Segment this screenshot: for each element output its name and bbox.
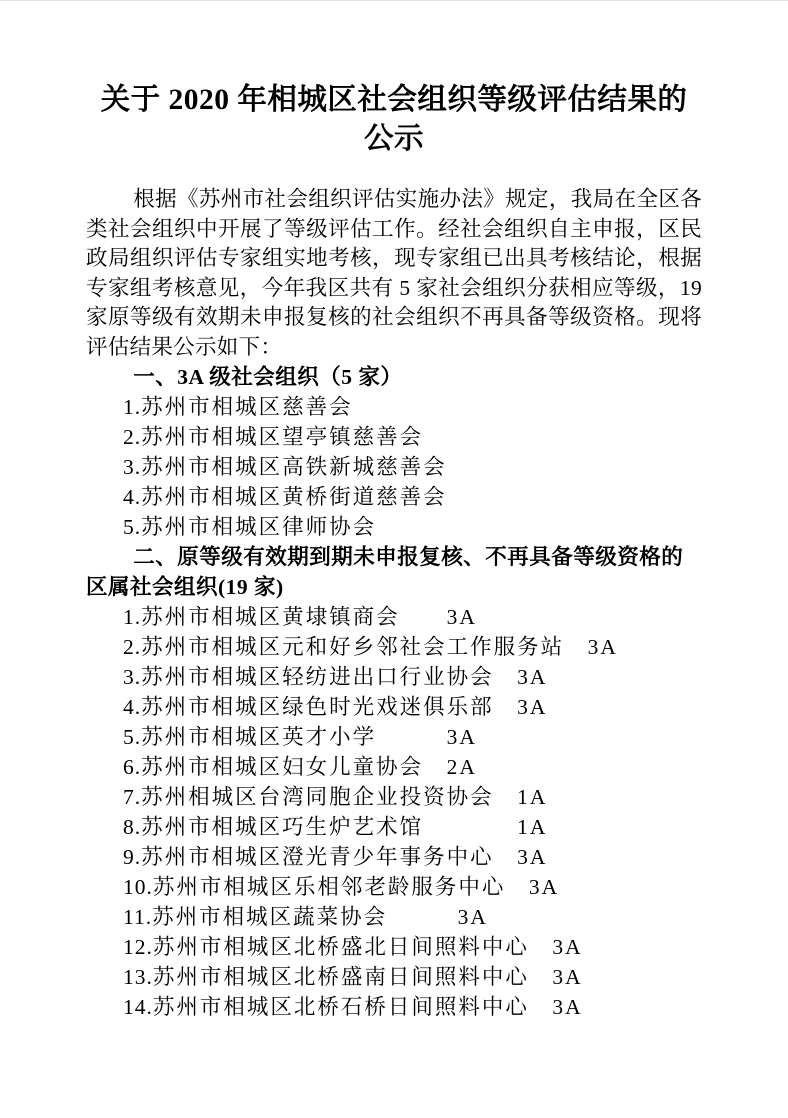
item-number: 4. (123, 695, 142, 719)
rating-spacer (376, 725, 447, 749)
list-item (86, 722, 702, 752)
list-item (86, 602, 702, 632)
item-number: 2. (123, 425, 142, 449)
item-number: 1. (123, 395, 142, 419)
item-number: 4. (123, 485, 142, 509)
list-item (86, 752, 702, 782)
rating-value: 3A (587, 635, 618, 659)
item-number: 12. (123, 935, 153, 959)
rating-value: 3A (457, 905, 488, 929)
org-name: 苏州市相城区英才小学 (141, 725, 377, 749)
section-a-heading: 一、3A 级社会组织（5 家） (133, 365, 403, 389)
rating-spacer (529, 935, 553, 959)
rating-spacer (423, 815, 517, 839)
title-line-1: 关于 2020 年相城区社会组织等级评估结果的 (100, 84, 688, 116)
list-item (86, 962, 702, 992)
rating-spacer (494, 845, 518, 869)
rating-value: 1A (517, 785, 548, 809)
item-number: 3. (123, 665, 142, 689)
list-item (86, 422, 702, 452)
rating-spacer (494, 665, 518, 689)
intro-paragraph: 根据《苏州市社会组织评估实施办法》规定，我局在全区各类社会组织中开展了等级评估工作。经社会组织自主申报，区民政局组织评估专家组实地考核，现专家组已出具考核结论，根据专家组考核意见，今年我区共有 5 家社会组织分获相应等级，19 家原等级有效期未申报复核的社会组织不再具备等级资格。现将评估结果公示如下： (86, 187, 702, 359)
list-item (86, 482, 702, 512)
org-name: 苏州市相城区望亭镇慈善会 (141, 425, 424, 449)
item-number: 8. (123, 815, 142, 839)
rating-spacer (423, 755, 447, 779)
org-name: 苏州市相城区乐相邻老龄服务中心 (152, 875, 506, 899)
list-item (86, 452, 702, 482)
org-name: 苏州市相城区慈善会 (141, 395, 353, 419)
section-b-list (86, 602, 702, 1022)
rating-value: 3A (446, 605, 477, 629)
org-name: 苏州市相城区黄埭镇商会 (141, 605, 400, 629)
rating-spacer (529, 965, 553, 989)
rating-value: 2A (446, 755, 477, 779)
item-number: 2. (123, 635, 142, 659)
rating-value: 3A (446, 725, 477, 749)
rating-spacer (494, 695, 518, 719)
section-b-heading: 二、原等级有效期到期未申报复核、不再具备等级资格的区属社会组织(19 家) (86, 545, 684, 599)
list-item (86, 512, 702, 542)
rating-value: 3A (552, 995, 583, 1019)
list-item (86, 842, 702, 872)
org-name: 苏州市相城区律师协会 (141, 515, 377, 539)
org-name: 苏州相城区台湾同胞企业投资协会 (141, 785, 494, 809)
org-name: 苏州市相城区蔬菜协会 (152, 905, 388, 929)
org-name: 苏州市相城区妇女儿童协会 (141, 755, 424, 779)
rating-value: 3A (517, 695, 548, 719)
rating-value: 3A (517, 845, 548, 869)
rating-value: 3A (552, 965, 583, 989)
item-number: 5. (123, 515, 142, 539)
list-item (86, 932, 702, 962)
rating-spacer (529, 995, 553, 1019)
item-number: 11. (123, 905, 153, 929)
rating-spacer (564, 635, 588, 659)
item-number: 14. (123, 995, 153, 1019)
list-item (86, 812, 702, 842)
item-number: 1. (123, 605, 142, 629)
org-name: 苏州市相城区北桥盛南日间照料中心 (152, 965, 529, 989)
item-number: 5. (123, 725, 142, 749)
list-item (86, 782, 702, 812)
list-item (86, 872, 702, 902)
list-item (86, 632, 702, 662)
section-a-list (86, 392, 702, 542)
org-name: 苏州市相城区澄光青少年事务中心 (141, 845, 494, 869)
rating-value: 3A (528, 875, 560, 899)
list-item (86, 662, 702, 692)
list-item (86, 902, 702, 932)
rating-spacer (505, 875, 529, 899)
item-number: 3. (123, 455, 142, 479)
rating-spacer (494, 785, 518, 809)
rating-spacer (400, 605, 447, 629)
rating-value: 3A (552, 935, 583, 959)
org-name: 苏州市相城区北桥石桥日间照料中心 (152, 995, 529, 1019)
item-number: 13. (123, 965, 153, 989)
item-number: 7. (123, 785, 142, 809)
title-line-2: 公示 (363, 123, 424, 155)
org-name: 苏州市相城区元和好乡邻社会工作服务站 (141, 635, 565, 659)
org-name: 苏州市相城区轻纺进出口行业协会 (141, 665, 494, 689)
org-name: 苏州市相城区北桥盛北日间照料中心 (152, 935, 529, 959)
org-name: 苏州市相城区巧生炉艺术馆 (141, 815, 424, 839)
list-item (86, 992, 702, 1022)
item-number: 10. (123, 875, 153, 899)
rating-value: 3A (517, 665, 548, 689)
item-number: 6. (123, 755, 142, 779)
rating-value: 1A (517, 815, 548, 839)
org-name: 苏州市相城区绿色时光戏迷俱乐部 (141, 695, 494, 719)
rating-spacer (387, 905, 458, 929)
list-item (86, 392, 702, 422)
org-name: 苏州市相城区黄桥街道慈善会 (141, 485, 447, 509)
document-title (86, 81, 702, 159)
org-name: 苏州市相城区高铁新城慈善会 (141, 455, 447, 479)
list-item (86, 692, 702, 722)
item-number: 9. (123, 845, 142, 869)
